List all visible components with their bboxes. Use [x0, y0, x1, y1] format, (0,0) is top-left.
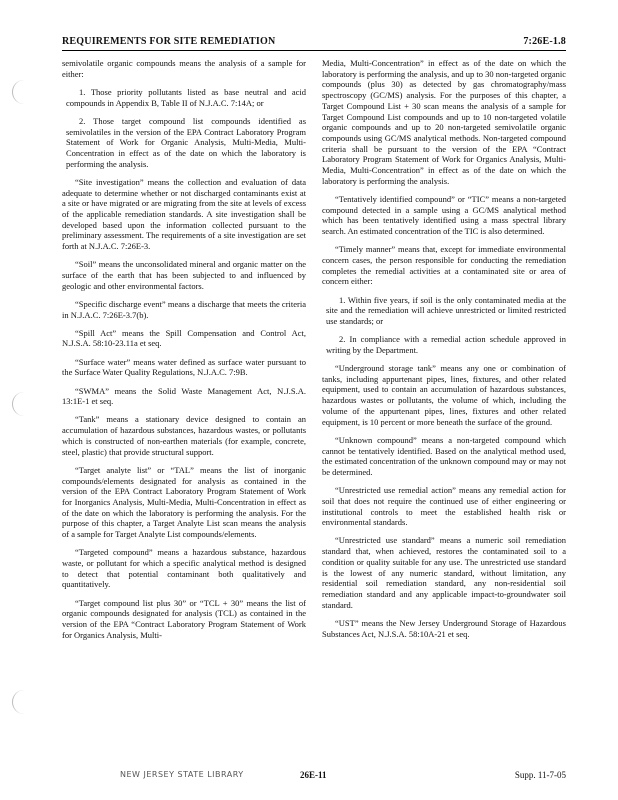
supplement-date: Supp. 11-7-05	[514, 770, 566, 780]
punch-hole-mark	[12, 690, 35, 714]
definition-targeted-compound: “Targeted compound” means a hazardous substance, hazardous waste, or pollutant for which a specific analytical method is designed to detect that potential contaminant both qualitatively and quantitatively.	[62, 547, 306, 590]
definition-unknown-compound: “Unknown compound” means a non-targeted compound which cannot be tentatively identified. Based on the analytical method used, the estimated concentration of the unknown compound may or may not be determined.	[322, 434, 566, 477]
header-title: REQUIREMENTS FOR SITE REMEDIATION	[62, 36, 276, 47]
definition-unrestricted-use-remedial-action: “Unrestricted use remedial action” means any remedial action for soil that does not require the continued use of either engineering or institutional controls to meet the established health risk or environmental standards.	[322, 485, 566, 528]
definition-ust: “UST” means the New Jersey Underground Storage of Hazardous Substances Act, N.J.S.A. 58:10A-21 et seq.	[322, 617, 566, 639]
running-header	[62, 36, 566, 51]
paragraph: semivolatile organic compounds means the analysis of a sample for either:	[62, 58, 306, 79]
page-number: 26E-11	[300, 770, 327, 780]
definition-timely-manner: “Timely manner” means that, except for immediate environmental concern cases, the person responsible for conducting the remediation completes the remedial activities at a contaminated site or area of concern either:	[322, 244, 566, 287]
definition-tic: “Tentatively identified compound” or “TIC” means a non-targeted compound detected in a sample using a GC/MS analytical method which has been tentatively identified using a mass spectral library search. An estimated concentration of the TIC is also determined.	[322, 193, 566, 237]
definition-spill-act: “Spill Act” means the Spill Compensation and Control Act, N.J.S.A. 58:10-23.11a et seq.	[62, 327, 306, 349]
definition-unrestricted-use-standard: “Unrestricted use standard” means a numeric soil remediation standard that, when achieved, restores the contaminated soil to a condition or quality suitable for any use. The unrestricted use standard is the lowest of any numeric standard, without limitation, any residential soil remediation standard, any non-residential soil remediation standard and any applicable impact-to-groundwater soil standard.	[322, 535, 566, 610]
list-item: 1. Those priority pollutants listed as base neutral and acid compounds in Appendix B, Table II of N.J.A.C. 7:14A; or	[66, 86, 306, 108]
right-column	[322, 58, 566, 746]
definition-tank: “Tank” means a stationary device designed to contain an accumulation of hazardous substances, hazardous wastes, or pollutants which is constructed of non-earthen materials (for example, concrete, steel, plastic) that provide structural support.	[62, 414, 306, 457]
left-column	[62, 58, 306, 746]
punch-hole-mark	[12, 80, 35, 104]
list-item: 2. In compliance with a remedial action schedule approved in writing by the Department.	[326, 334, 566, 355]
definition-tcl-plus-30: “Target compound list plus 30” or “TCL + 30” means the list of organic compounds designated for analysis (TCL) as contained in the version of the EPA “Contract Laboratory Program Statement of Work for Organics Analysis, Multi-	[62, 597, 306, 640]
definition-target-analyte-list: “Target analyte list” or “TAL” means the list of inorganic compounds/elements designated for analysis as contained in the version of the EPA Contract Laboratory Program Statement of Work for Inorganics Analysis, Multi-Media, Multi-Concentration in effect as of the date on which the laboratory is performing the analysis. For the purpose of this chapter, a Target Analyte List scan means the analysis of a sample for Target Analyte List compounds/elements.	[62, 464, 306, 540]
page-footer	[62, 770, 566, 784]
definition-site-investigation: “Site investigation” means the collection and evaluation of data adequate to determine whether or not discharged contaminants exist at a site or have migrated or are migrating from the site at levels of excess of the applicable remediation standards. A site investigation shall be developed based upon the information collected pursuant to the preliminary assessment. The requirements of a site investigation are set forth at N.J.A.C. 7:26E-3.	[62, 176, 306, 252]
list-item: 1. Within five years, if soil is the only contaminated media at the site and the remediation will achieve unrestricted or limited restricted use standards; or	[326, 294, 566, 326]
punch-hole-mark	[12, 392, 35, 416]
library-stamp: NEW JERSEY STATE LIBRARY	[120, 770, 244, 779]
definition-surface-water: “Surface water” means water defined as surface water pursuant to the Surface Water Quality Regulations, N.J.A.C. 7:9B.	[62, 356, 306, 378]
definition-specific-discharge-event: “Specific discharge event” means a discharge that meets the criteria in N.J.A.C. 7:26E-3.7(b).	[62, 298, 306, 320]
header-section-number: 7:26E-1.8	[523, 36, 566, 47]
list-item: 2. Those target compound list compounds identified as semivolatiles in the version of the EPA Contract Laboratory Program Statement of Work for Organic Analysis, Multi-Media, Multi-Concentration in effect as of the date on which the laboratory is performing the analysis.	[66, 115, 306, 169]
definition-underground-storage-tank: “Underground storage tank” means any one or combination of tanks, including appurtenant pipes, lines, fixtures, and other related equipment, used to contain an accumulation of hazardous substances, hazardous wastes or pollutants, the volume of which, including the volume of the appurtenant pipes, lines, fixtures and other related equipment, is 10 percent or more beneath the surface of the ground.	[322, 363, 566, 427]
definition-swma: “SWMA” means the Solid Waste Management Act, N.J.S.A. 13:1E-1 et seq.	[62, 385, 306, 407]
paragraph: Media, Multi-Concentration” in effect as of the date on which the laboratory is performing the analysis, and up to 30 non-targeted organic compounds (plus 30) as detected by gas chromatography/mass spectroscopy (GC/MS) analysis. For the purposes of this chapter, a Target Compound List + 30 scan means the analysis of a sample for Target Compound List compounds and up to 10 non-targeted volatile organic compounds and up to 20 non-targeted semivolatile organic compounds using GC/MS analytical methods. Non-targeted compound criteria shall be pursuant to the version of the EPA “Contract Laboratory Program Statement of Work for Organics Analysis, Multi-Media, Multi-Concentration” in effect as of the date on which the laboratory is performing the analysis.	[322, 58, 566, 186]
definition-soil: “Soil” means the unconsolidated mineral and organic matter on the surface of the earth that has been subjected to and influenced by geologic and other environmental factors.	[62, 259, 306, 291]
